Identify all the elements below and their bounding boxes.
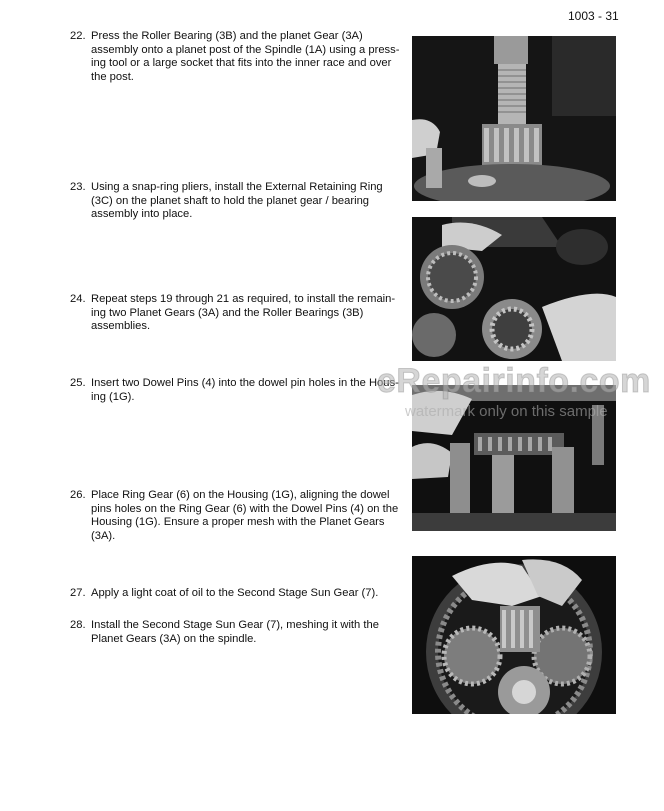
- planet-gears-image: [412, 217, 616, 361]
- page-number: 1003 - 31: [568, 9, 619, 23]
- sun-gear-image: [412, 556, 616, 714]
- step-text: Press the Roller Bearing (3B) and the planet Gear (3A) assembly onto a planet post of the Spindle (1A) using a press-ing tool or a large socket that fits into the inner race and over the post.: [91, 30, 400, 83]
- step-25: [70, 377, 400, 404]
- step-number: 28.: [70, 619, 86, 631]
- step-number: 27.: [70, 587, 86, 599]
- photo-sun-gear: [412, 556, 616, 714]
- step-24: [70, 293, 400, 334]
- step-22: [70, 30, 400, 84]
- step-text: Using a snap-ring pliers, install the External Retaining Ring (3C) on the planet shaft to hold the planet gear / bearing assembly into place.: [91, 181, 383, 221]
- step-text: Repeat steps 19 through 21 as required, to install the remain-ing two Planet Gears (3A) and the Roller Bearings (3B) assemblies.: [91, 293, 396, 333]
- dowel-pins-image: [412, 385, 616, 531]
- press-bearing-image: [412, 36, 616, 201]
- step-27: [70, 587, 400, 601]
- step-23: [70, 181, 400, 222]
- step-number: 24.: [70, 293, 86, 305]
- watermark-main: eRepairinfo.com: [377, 362, 651, 400]
- step-text: Insert two Dowel Pins (4) into the dowel pin holes in the Hous-ing (1G).: [91, 377, 399, 403]
- step-number: 22.: [70, 30, 86, 42]
- step-text: Place Ring Gear (6) on the Housing (1G), aligning the dowel pins holes on the Ring Gear (6) with the Dowel Pins (4) on the Housing (1G). Ensure a proper mesh with the Planet Gears (3A).: [91, 489, 399, 542]
- step-number: 25.: [70, 377, 86, 389]
- step-number: 26.: [70, 489, 86, 501]
- photo-press-bearing: [412, 36, 616, 201]
- step-number: 23.: [70, 181, 86, 193]
- photo-dowel-pins: [412, 385, 616, 531]
- photo-planet-gears: [412, 217, 616, 361]
- step-28: [70, 619, 400, 646]
- step-text: Apply a light coat of oil to the Second Stage Sun Gear (7).: [91, 587, 379, 599]
- step-text: Install the Second Stage Sun Gear (7), meshing it with the Planet Gears (3A) on the spindle.: [91, 619, 379, 645]
- step-26: [70, 489, 400, 543]
- watermark-sub: watermark only on this sample: [405, 403, 608, 420]
